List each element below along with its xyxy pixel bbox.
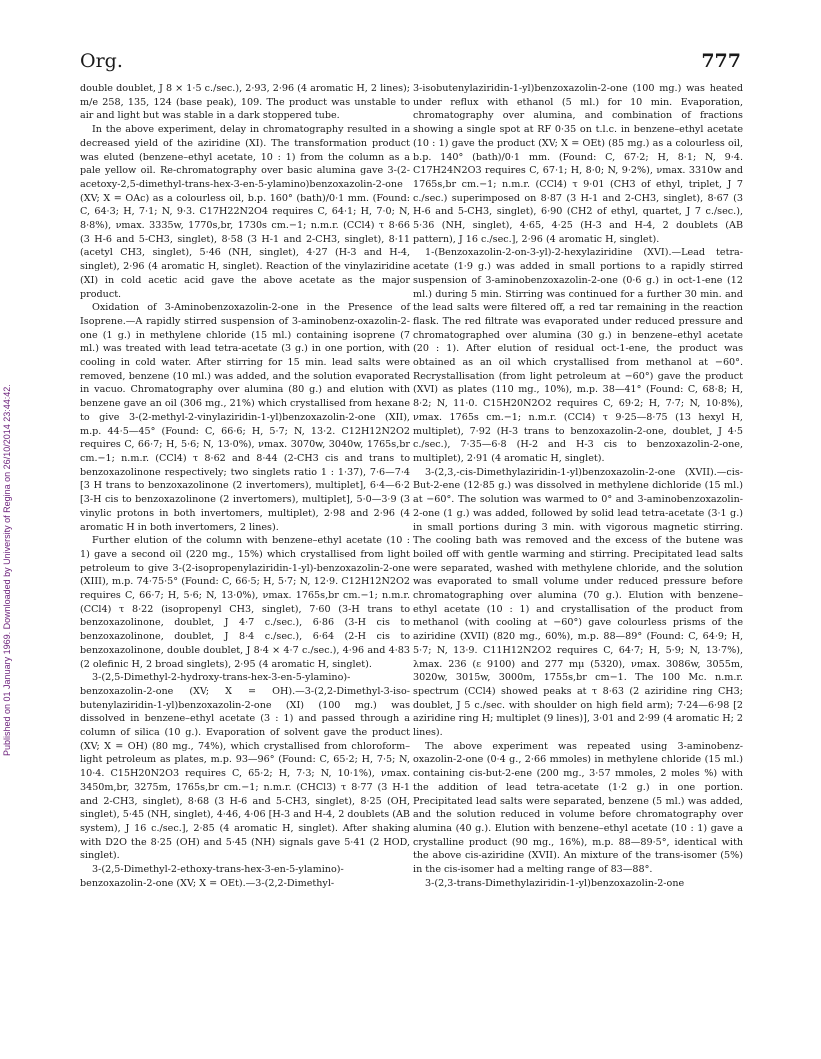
paragraph: 1-(Benzoxazolin-2-on-3-yl)-2-hexylaziridine (XVI).—Lead tetra-acetate (1·9 g.) was added in small portions to a rapidly stirred suspension of 3-aminobenzoxazolin-2-one (0·6 g.) in oct-1-ene (12 ml.) during 5 min. Stirring was continued for a further 30 min. and the lead salts were filtered off, a red tar remaining in the reaction flask. The red filtrate was evaporated under reduced pressure and chromatographed over alumina (30 g.) in benzene–ethyl acetate (20 : 1). After elution of residual oct-1-ene, the product was obtained as an oil which crystallised from methanol at −60°. Recrystallisation (from light petroleum at −60°) gave the product (XVI) as plates (110 mg., 10%), m.p. 38—41° (Found: C, 68·8; H, 8·2; N, 11·0. C15H20N2O2 requires C, 69·2; H, 7·7; N, 10·8%), νmax. 1765s cm.−1; n.m.r. (CCl4) τ 9·25—8·75 (13 hexyl H, multiplet), 7·92 (H-3 trans to benzoxazolin-2-one, doublet, J 4·5 c./sec.), 7·35—6·8 (H-2 and H-3 cis to benzoxazolin-2-one, multiplet), 2·91 (4 aromatic H, singlet).	[413, 247, 743, 464]
paragraph: 3-(2,5-Dimethyl-2-hydroxy-trans-hex-3-en-5-ylamino)-benzoxazolin-2-one (XV; X = OH).—3-(2,2-Dimethyl-3-iso-butenylaziridin-1-yl)benzoxazolin-2-one (XI) (100 mg.) was dissolved in benzene–ethyl acetate (3 : 1) and passed through a column of silica (10 g.). Evaporation of solvent gave the product (XV; X = OH) (80 mg., 74%), which crystallised from chloroform–light petroleum as plates, m.p. 93—96° (Found: C, 65·2; H, 7·5; N, 10·4. C15H20N2O3 requires C, 65·2; H, 7·3; N, 10·1%), νmax. 3450m,br, 3275m, 1765s,br cm.−1; n.m.r. (CHCl3) τ 8·77 (3 H-1 and 2-CH3, singlet), 8·68 (3 H-6 and 5-CH3, singlet), 8·25 (OH, singlet), 5·45 (NH, singlet), 4·46, 4·06 [H-3 and H-4, 2 doublets (AB system), J 16 c./sec.], 2·85 (4 aromatic H, singlet). After shaking with D2O the 8·25 (OH) and 5·45 (NH) signals gave 5·41 (2 HOD, singlet).	[80, 672, 410, 862]
download-notice[interactable]: Published on 01 January 1969. Downloaded by University of Regina on 26/10/2014 23:44:42.	[2, 384, 12, 756]
paragraph: The above experiment was repeated using 3-aminobenz-oxazolin-2-one (0·4 g., 2·66 mmoles) in methylene chloride (15 ml.) containing cis-but-2-ene (200 mg., 3·57 mmoles, 2 moles %) with the addition of lead tetra-acetate (1·2 g.) in one portion. Precipitated lead salts were separated, benzene (5 ml.) was added, and the solution reduced in volume before chromatography over alumina (40 g.). Elution with benzene–ethyl acetate (10 : 1) gave a crystalline product (90 mg., 16%), m.p. 88—89·5°, identical with the above cis-aziridine (XVII). An mixture of the trans-isomer (5%) in the cis-isomer had a melting range of 83—88°.	[413, 740, 743, 876]
paragraph: 3-(2,5-Dimethyl-2-ethoxy-trans-hex-3-en-5-ylamino)-benzoxazolin-2-one (XV; X = OEt).—3-(2,2-Dimethyl-	[80, 864, 344, 889]
page-number: 777	[701, 50, 741, 72]
journal-name: Org.	[80, 50, 123, 72]
paragraph: Further elution of the column with benzene–ethyl acetate (10 : 1) gave a second oil (220 mg., 15%) which crystallised from light petroleum to give 3-(2-isopropenylaziridin-1-yl)-benzoxazolin-2-one (XIII), m.p. 74·75·5° (Found: C, 66·5; H, 5·7; N, 12·9. C12H12N2O2 requires C, 66·7; H, 5·6; N, 13·0%), νmax. 1765s,br cm.−1; n.m.r. (CCl4) τ 8·22 (isopropenyl CH3, singlet), 7·60 (3-H trans to benzoxazolinone, doublet, J 4·7 c./sec.), 6·86 (3-H cis to benzoxazolinone, doublet, J 8·4 c./sec.), 6·64 (2-H cis to benzoxazolinone, double doublet, J 8·4 × 4·7 c./sec.), 4·96 and 4·83 (2 olefinic H, 2 broad singlets), 2·95 (4 aromatic H, singlet).	[80, 535, 410, 670]
paragraph: Oxidation of 3-Aminobenzoxazolin-2-one in the Presence of Isoprene.—A rapidly stirred suspension of 3-aminobenz-oxazolin-2-one (1 g.) in methylene chloride (15 ml.) containing isoprene (7 ml.) was treated with lead tetra-acetate (3 g.) in one portion, with cooling in cold water. After stirring for 15 min. lead salts were removed, benzene (10 ml.) was added, and the solution evaporated in vacuo. Chromatography over alumina (80 g.) and elution with benzene gave an oil (306 mg., 21%) which crystallised from hexane to give 3-(2-methyl-2-vinylaziridin-1-yl)benzoxazolin-2-one (XII), m.p. 44·5—45° (Found: C, 66·6; H, 5·7; N, 13·2. C12H12N2O2 requires C, 66·7; H, 5·6; N, 13·0%), νmax. 3070w, 3040w, 1765s,br cm.−1; n.m.r. (CCl4) τ 8·62 and 8·44 (2-CH3 cis and trans to benzoxazolinone respectively; two singlets ratio 1 : 1·37), 7·6—7·4 [3 H trans to benzoxazolinone (2 invertomers), multiplet], 6·4—6·2 [3-H cis to benzoxazolinone (2 invertomers), multiplet], 5·0—3·9 (3 vinylic protons in both invertomers, multiplet), 2·98 and 2·96 (4 aromatic H in both invertomers, 2 lines).	[80, 302, 410, 533]
paragraph: 3-isobutenylaziridin-1-yl)benzoxazolin-2-one (100 mg.) was heated under reflux with ethanol (5 ml.) for 10 min. Evaporation, chromatography over alumina, and combination of fractions showing a single spot at RF 0·35 on t.l.c. in benzene–ethyl acetate (10 : 1) gave the product (XV; X = OEt) (85 mg.) as a colourless oil, b.p. 140° (bath)/0·1 mm. (Found: C, 67·2; H, 8·1; N, 9·4. C17H24N2O3 requires C, 67·1; H, 8·0; N, 9·2%), νmax. 3310w and 1765s,br cm.−1; n.m.r. (CCl4) τ 9·01 (CH3 of ethyl, triplet, J 7 c./sec.) superimposed on 8·87 (3 H-1 and 2-CH3, singlet), 8·67 (3 H-6 and 5-CH3, singlet), 6·90 (CH2 of ethyl, quartet, J 7 c./sec.), 5·36 (NH, singlet), 4·65, 4·25 (H-3 and H-4, 2 doublets (AB pattern), J 16 c./sec.], 2·96 (4 aromatic H, singlet).	[413, 83, 743, 245]
paragraph: In the above experiment, delay in chromatography resulted in a decreased yield of the aziridine (XI). The transformation product was eluted (benzene–ethyl acetate, 10 : 1) from the column as a pale yellow oil. Re-chromatography over basic alumina gave 3-(2-acetoxy-2,5-dimethyl-trans-hex-3-en-5-ylamino)benzoxazolin-2-one (XV; X = OAc) as a colourless oil, b.p. 160° (bath)/0·1 mm. (Found: C, 64·3; H, 7·1; N, 9·3. C17H22N2O4 requires C, 64·1; H, 7·0; N, 8·8%), νmax. 3335w, 1770s,br, 1730s cm.−1; n.m.r. (CCl4) τ 8·66 (3 H-6 and 5-CH3, singlet), 8·58 (3 H-1 and 2-CH3, singlet), 8·11 (acetyl CH3, singlet), 5·46 (NH, singlet), 4·27 (H-3 and H-4, singlet), 2·96 (4 aromatic H, singlet). Reaction of the vinylaziridine (XI) in cold acetic acid gave the above acetate as the major product.	[80, 124, 410, 300]
paragraph: 3-(2,3-trans-Dimethylaziridin-1-yl)benzoxazolin-2-one	[425, 877, 685, 889]
left-column	[80, 82, 410, 890]
paragraph: 3-(2,3,-cis-Dimethylaziridin-1-yl)benzoxazolin-2-one (XVII).—cis-But-2-ene (12·85 g.) was dissolved in methylene dichloride (15 ml.) at −60°. The solution was warmed to 0° and 3-aminobenzoxazolin-2-one (1 g.) was added, followed by solid lead tetra-acetate (3·1 g.) in small portions during 3 min. with vigorous magnetic stirring. The cooling bath was removed and the excess of the butene was boiled off with gentle warming and stirring. Precipitated lead salts were separated, washed with methylene chloride, and the solution was evaporated to small volume under reduced pressure before chromatographing over alumina (70 g.). Elution with benzene–ethyl acetate (10 : 1) and crystallisation of the product from methanol (with cooling at −60°) gave colourless prisms of the aziridine (XVII) (820 mg., 60%), m.p. 88—89° (Found: C, 64·9; H, 5·7; N, 13·9. C11H12N2O2 requires C, 64·7; H, 5·9; N, 13·7%), λmax. 236 (ε 9100) and 277 mμ (5320), νmax. 3086w, 3055m, 3020w, 3015w, 3000m, 1755s,br cm−1. The 100 Mc. n.m.r. spectrum (CCl4) showed peaks at τ 8·63 (2 aziridine ring CH3; doublet, J 5 c./sec. with shoulder on high field arm); 7·24—6·98 [2 aziridine ring H; multiplet (9 lines)], 3·01 and 2·99 (4 aromatic H; 2 lines).	[413, 466, 743, 739]
page-header	[80, 50, 741, 74]
paragraph: double doublet, J 8 × 1·5 c./sec.), 2·93, 2·96 (4 aromatic H, 2 lines); m/e 258, 135, 124 (base peak), 109. The product was unstable to air and light but was stable in a dark stoppered tube.	[80, 83, 410, 122]
right-column	[413, 82, 743, 890]
